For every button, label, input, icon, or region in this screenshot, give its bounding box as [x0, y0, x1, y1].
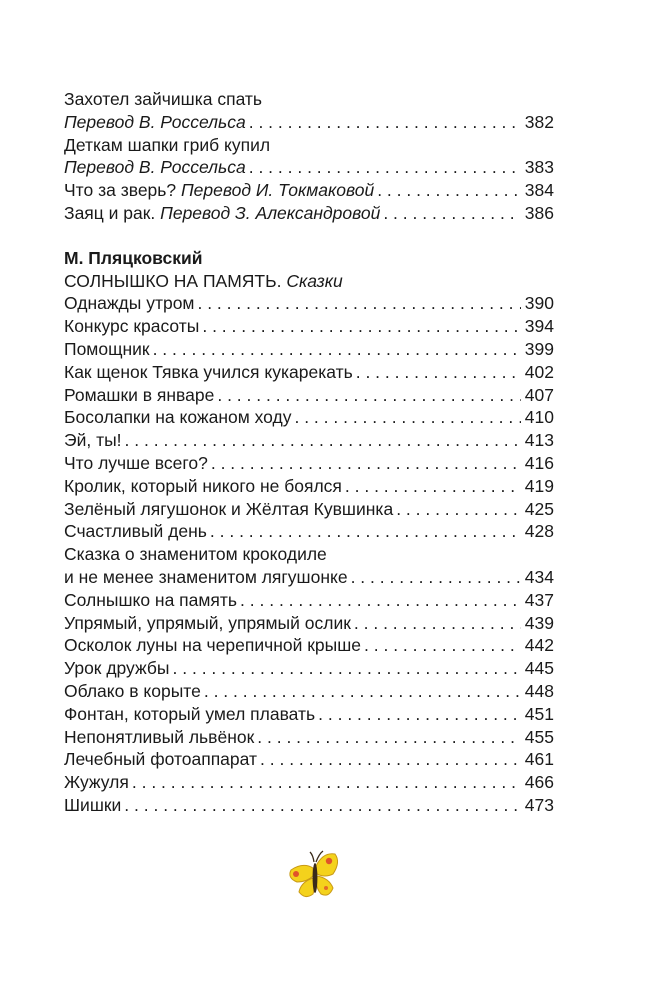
- toc-entry-title: Счастливый день: [64, 521, 207, 542]
- toc-page-number: 386: [524, 202, 554, 223]
- toc-entry-title: Захотел зайчишка спать: [64, 89, 263, 109]
- toc-entry-translator: Перевод З. Александровой: [160, 202, 381, 223]
- toc-page-number: 445: [524, 658, 554, 679]
- dot-leader: [240, 589, 521, 612]
- dot-leader: [197, 292, 520, 315]
- toc-line: [64, 657, 554, 680]
- toc-page-number: 437: [524, 589, 554, 610]
- toc-entry-title: Непонятливый львёнок: [64, 726, 255, 747]
- toc-line: [64, 543, 554, 566]
- dot-leader: [364, 634, 521, 657]
- toc-page-number: 434: [524, 566, 554, 587]
- toc-entry-title: Упрямый, упрямый, упрямый ослик: [64, 612, 351, 633]
- toc-line: [64, 726, 554, 749]
- butterfly-spot: [326, 858, 332, 864]
- toc-entry-title: и не менее знаменитом лягушонке: [64, 566, 348, 587]
- dot-leader: [354, 612, 521, 635]
- toc-entry-translator: Перевод В. Россельса: [64, 157, 246, 178]
- toc-entry-title: Как щенок Тявка учился кукарекать: [64, 361, 353, 382]
- toc-line: [64, 384, 554, 407]
- toc-entry-translator: Перевод В. Россельса: [64, 111, 246, 132]
- toc-line: [64, 703, 554, 726]
- toc-line: [64, 406, 554, 429]
- toc-line: [64, 566, 554, 589]
- toc-line: [64, 134, 554, 157]
- toc-line: [64, 292, 554, 315]
- toc-line: [64, 315, 554, 338]
- toc-line: [64, 612, 554, 635]
- dot-leader: [383, 202, 520, 225]
- toc-page-number: 451: [524, 703, 554, 724]
- dot-leader: [202, 315, 520, 338]
- toc-page-number: 461: [524, 749, 554, 770]
- toc-entry-title: Ромашки в январе: [64, 384, 215, 405]
- dot-leader: [260, 748, 521, 771]
- toc-entry-title: Эй, ты!: [64, 430, 122, 451]
- section-gap: [64, 225, 554, 247]
- toc-page-number: 455: [524, 726, 554, 747]
- toc-entry-title: Шишки: [64, 794, 122, 815]
- dot-leader: [396, 498, 521, 521]
- section-heading: [64, 270, 554, 293]
- toc-line: [64, 452, 554, 475]
- dot-leader: [204, 680, 521, 703]
- toc-entry-title: Деткам шапки гриб купил: [64, 134, 271, 155]
- toc-line: [64, 88, 554, 111]
- toc-line: [64, 202, 554, 225]
- dot-leader: [345, 475, 521, 498]
- toc-line: [64, 338, 554, 361]
- toc-entry-title: Кролик, который никого не боялся: [64, 475, 342, 496]
- dot-leader: [125, 429, 521, 452]
- butterfly-spot: [324, 886, 328, 890]
- dot-leader: [351, 566, 521, 589]
- dot-leader: [257, 726, 521, 749]
- toc-page-number: 402: [524, 361, 554, 382]
- toc-page-number: 473: [524, 794, 554, 815]
- author-heading: М. Пляцковский: [64, 247, 203, 268]
- toc-entry-title: Сказка о знаменитом крокодиле: [64, 544, 327, 565]
- dot-leader: [211, 452, 521, 475]
- dot-leader: [217, 384, 520, 407]
- toc-page-number: 399: [524, 338, 554, 359]
- toc-line: [64, 156, 554, 179]
- toc-entry-title: Конкурс красоты: [64, 316, 200, 337]
- toc-entry-title: Помощник: [64, 338, 150, 359]
- toc-entry-title: Облако в корыте: [64, 680, 201, 701]
- butterfly-illustration: [283, 848, 347, 908]
- dot-leader: [153, 338, 521, 361]
- toc-page-number: 466: [524, 772, 554, 793]
- toc-page-number: 448: [524, 680, 554, 701]
- toc-page-number: 442: [524, 635, 554, 656]
- toc-entry-title: Урок дружбы: [64, 658, 170, 679]
- butterfly-antenna: [310, 852, 314, 862]
- toc-line: [64, 361, 554, 384]
- toc-entry-title: Однажды утром: [64, 293, 195, 314]
- dot-leader: [124, 794, 521, 817]
- toc-line: [64, 111, 554, 134]
- toc-entry-title: Осколок луны на черепичной крыше: [64, 635, 362, 656]
- toc-line: [64, 179, 554, 202]
- toc-line: [64, 498, 554, 521]
- toc-line: [64, 429, 554, 452]
- dot-leader: [294, 406, 520, 429]
- section-subtitle: Сказки: [286, 270, 343, 291]
- dot-leader: [249, 156, 521, 179]
- toc-entry-title: Солнышко на память: [64, 589, 238, 610]
- toc-entry-title: [64, 179, 374, 202]
- toc-line: [64, 634, 554, 657]
- butterfly-wing: [316, 854, 338, 876]
- toc-page-number: 407: [524, 384, 554, 405]
- toc-entry-translator: Перевод И. Токмаковой: [181, 180, 375, 201]
- toc-line: [64, 520, 554, 543]
- toc-page-number: 384: [524, 180, 554, 201]
- toc-page-number: 410: [524, 407, 554, 428]
- section-title: СОЛНЫШКО НА ПАМЯТЬ.: [64, 270, 287, 291]
- toc-page-number: 439: [524, 612, 554, 633]
- toc-page-number: 416: [524, 452, 554, 473]
- dot-leader: [249, 111, 521, 134]
- toc-entry-title: Зелёный лягушонок и Жёлтая Кувшинка: [64, 498, 394, 519]
- toc-page-number: 383: [524, 157, 554, 178]
- butterfly-wing: [316, 876, 333, 895]
- dot-leader: [318, 703, 521, 726]
- toc-page-number: 382: [524, 111, 554, 132]
- toc-entry-title: [64, 202, 380, 225]
- toc-entry-title-text: Заяц и рак.: [64, 202, 161, 223]
- dot-leader: [210, 520, 521, 543]
- table-of-contents: [64, 88, 554, 817]
- toc-page-number: 428: [524, 521, 554, 542]
- dot-leader: [132, 771, 521, 794]
- toc-page-number: 394: [524, 316, 554, 337]
- toc-line: [64, 680, 554, 703]
- toc-line: [64, 771, 554, 794]
- toc-line: [64, 748, 554, 771]
- toc-page-number: 425: [524, 498, 554, 519]
- dot-leader: [377, 179, 521, 202]
- dot-leader: [356, 361, 521, 384]
- toc-line: [64, 794, 554, 817]
- butterfly-spot: [293, 871, 299, 877]
- toc-entry-title: Лечебный фотоаппарат: [64, 749, 258, 770]
- toc-page-number: 419: [524, 475, 554, 496]
- toc-entry-title: Жужуля: [64, 772, 129, 793]
- dot-leader: [173, 657, 521, 680]
- toc-line: [64, 589, 554, 612]
- butterfly-body: [313, 863, 318, 893]
- toc-entry-title: Фонтан, который умел плавать: [64, 703, 316, 724]
- toc-line: [64, 475, 554, 498]
- toc-entry-title: Босолапки на кожаном ходу: [64, 407, 292, 428]
- toc-main-list: [64, 292, 554, 816]
- toc-entry-title-text: Что за зверь?: [64, 180, 181, 201]
- toc-entry-title: Что лучше всего?: [64, 452, 208, 473]
- toc-page-number: 413: [524, 430, 554, 451]
- toc-page-number: 390: [524, 293, 554, 314]
